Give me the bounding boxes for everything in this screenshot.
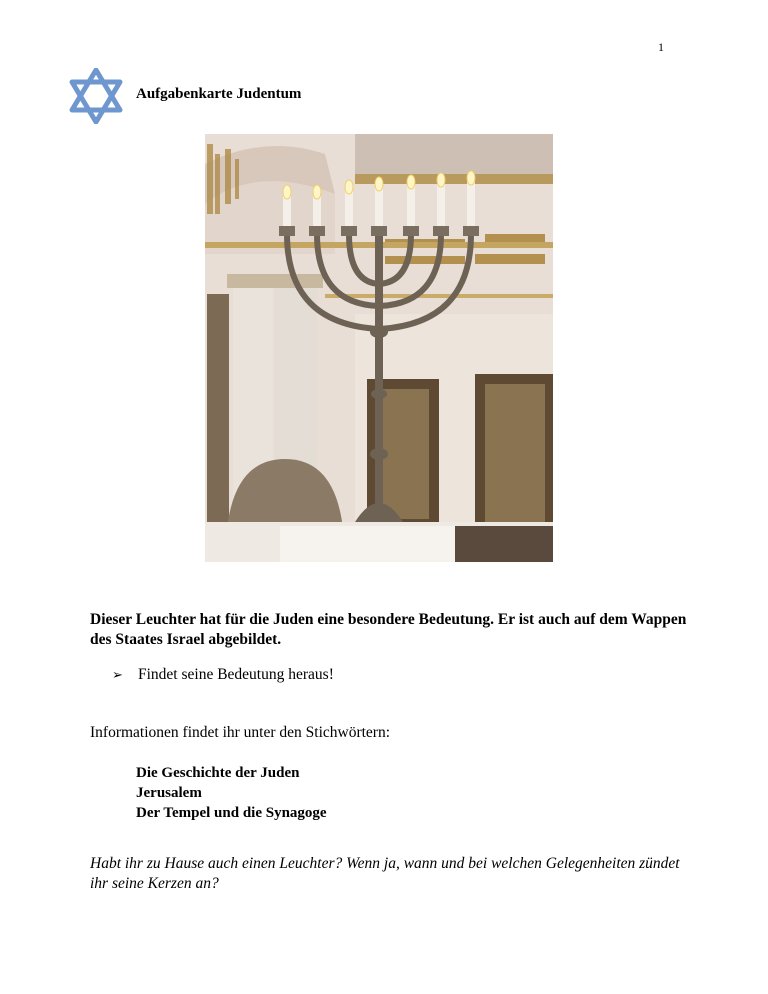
page-number: 1 <box>658 40 664 54</box>
info-intro: Informationen findet ihr unter den Stichwörtern: <box>90 724 391 741</box>
page-title: Aufgabenkarte Judentum <box>136 86 302 102</box>
keyword-item: Jerusalem <box>136 785 202 801</box>
task-item <box>112 666 334 684</box>
keyword-item: Der Tempel und die Synagoge <box>136 805 327 821</box>
arrow-bullet-icon: ➢ <box>112 667 123 682</box>
question-text: Habt ihr zu Hause auch einen Leuchter? Wenn ja, wann und bei welchen Gelegenheiten zündet ihr seine Kerzen an? <box>90 855 680 892</box>
intro-text: Dieser Leuchter hat für die Juden eine besondere Bedeutung. Er ist auch auf dem Wappen des Staates Israel abgebildet. <box>90 611 687 648</box>
task-text: Findet seine Bedeutung heraus! <box>138 666 334 683</box>
keyword-list <box>136 763 327 823</box>
keyword-item: Die Geschichte der Juden <box>136 765 300 781</box>
menorah-photo <box>205 134 553 562</box>
star-of-david-icon <box>68 68 124 124</box>
